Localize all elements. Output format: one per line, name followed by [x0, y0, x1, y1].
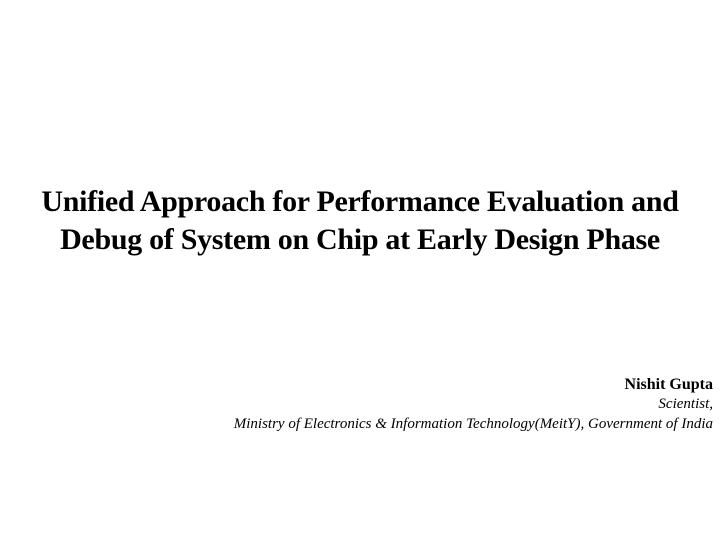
- slide-title-line-2: Debug of System on Chip at Early Design Phase: [60, 223, 660, 256]
- slide-title: [10, 183, 710, 259]
- author-affiliation: Ministry of Electronics & Information Technology(MeitY), Government of India: [233, 416, 713, 432]
- slide-title-line-1: Unified Approach for Performance Evaluation and: [41, 185, 679, 218]
- author-role: Scientist,: [658, 396, 713, 412]
- author-name: Nishit Gupta: [624, 376, 713, 393]
- author-block: [93, 375, 713, 434]
